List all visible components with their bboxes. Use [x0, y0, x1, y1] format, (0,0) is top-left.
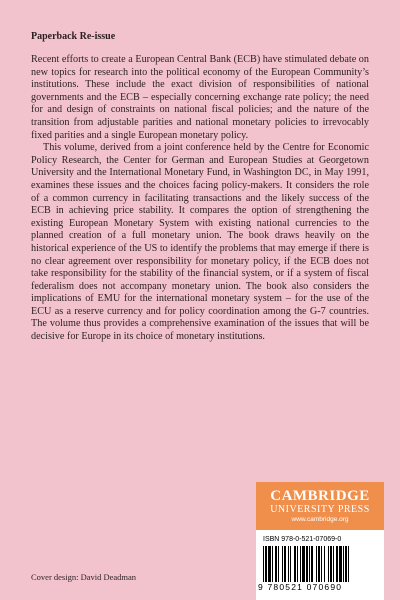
back-cover-text — [31, 31, 369, 344]
isbn-label: ISBN 978-0-521-07069-0 — [263, 536, 342, 543]
description-paragraph-1: Recent efforts to create a European Central Bank (ECB) have stimulated debate on new topics for research into the political economy of the European Community’s institutions. These include the exact division of responsibilities of national governments and the ECB – especially concerning exchange rate policy; the need for and design of constraints on national fiscal policies; and the nature of the transition from adjustable parities and national monetary policies to irrevocably fixed parities and a single European monetary policy. — [31, 54, 369, 141]
barcode-icon — [263, 546, 377, 582]
cover-design-credit: Cover design: David Deadman — [31, 572, 137, 582]
publisher-press: UNIVERSITY PRESS — [270, 503, 370, 515]
publisher-name: CAMBRIDGE — [270, 487, 370, 504]
publisher-logo — [256, 482, 384, 530]
barcode-digits: 9 780521 070690 — [258, 582, 343, 592]
reissue-heading: Paperback Re-issue — [31, 31, 116, 42]
publisher-url: www.cambridge.org — [291, 515, 349, 523]
description-paragraph-2: This volume, derived from a joint conference held by the Centre for Economic Policy Research, the Center for German and European Studies at Georgetown University and the International Monetary Fund, in Washington DC, in May 1991, examines these issues and the choices facing policy-makers. It considers the role of a common currency in facilitating transactions and the likely success of the ECB in achieving price stability. It compares the option of strengthening the existing European Monetary System with existing national currencies to the planned creation of a full monetary union. The book draws heavily on the historical experience of the US to identify the problems that may emerge if there is no clear agreement over responsibility for monetary policy, if the ECB does not take responsibility for the stability of the financial system, or if a system of fiscal federalism does not accompany monetary union. The book also considers the implications of EMU for the international monetary system – for the use of the ECU as a reserve currency and for policy coordination among the G-7 countries. The volume thus provides a comprehensive examination of the issues that will be decisive for Europe in its choice of monetary institutions. — [31, 142, 369, 343]
